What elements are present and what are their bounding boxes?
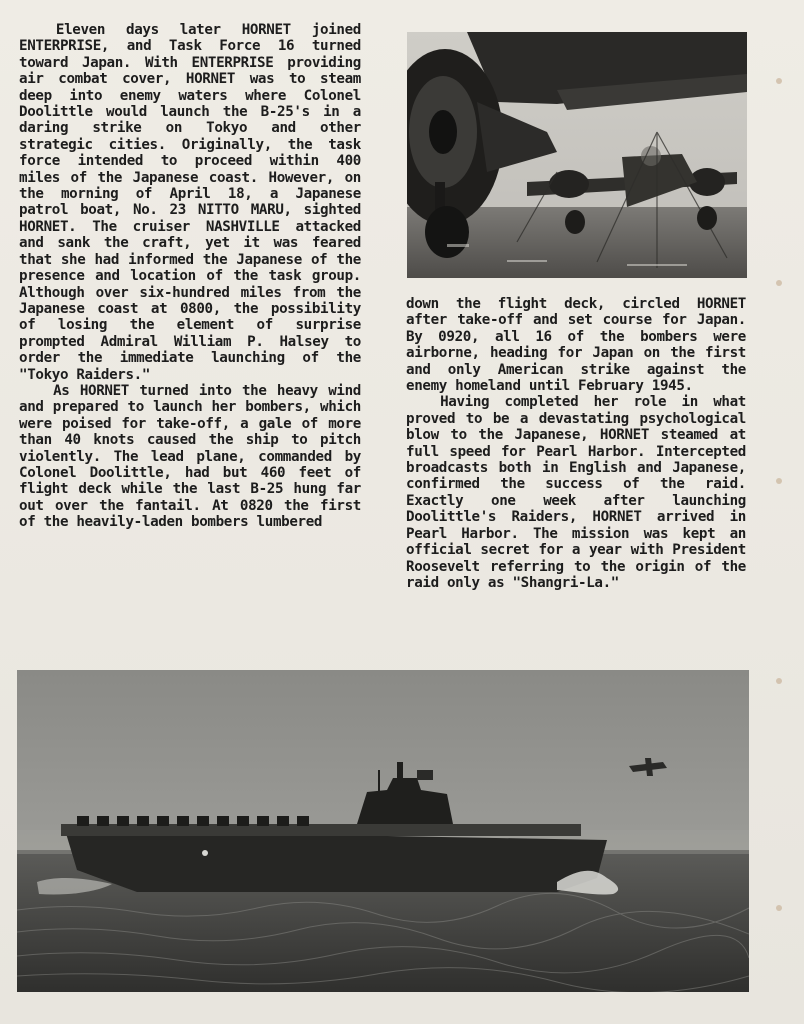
carrier-at-sea-photo xyxy=(17,670,749,992)
paragraph: down the flight deck, circled HORNET after take-off and set course for Japan. By 0920, all 16 of the bombers were airborne, heading for Japan on the first and only American strike against the enemy homeland until February 1945. xyxy=(406,296,746,395)
paragraph: Having completed her role in what proved to be a devastating psychological blow to the Japanese, HORNET steamed at full speed for Pearl Harbor. Intercepted broadcasts both in English and Japanese, confirmed the success of the raid. Exactly one week after launching Doolittle's Raiders, HORNET arrived in Pearl Harbor. The mission was kept an official secret for a year with President Roosevelt referring to the origin of the raid only as "Shangri-La." xyxy=(406,394,746,591)
article-left-column xyxy=(19,22,361,531)
bombers-on-deck-photo xyxy=(407,32,747,278)
page-edge-mark xyxy=(776,678,782,684)
page-edge-mark xyxy=(776,280,782,286)
page-edge-mark xyxy=(776,478,782,484)
paragraph: As HORNET turned into the heavy wind and prepared to launch her bombers, which were poised for take-off, a gale of more than 40 knots caused the ship to pitch violently. The lead plane, commanded by Colonel Doolittle, had but 460 feet of flight deck while the last B-25 hung far out over the fantail. At 0820 the first of the heavily-laden bombers lumbered xyxy=(19,382,361,531)
article-right-column xyxy=(406,296,746,591)
paragraph: Eleven days later HORNET joined ENTERPRISE, and Task Force 16 turned toward Japan. With ENTERPRISE providing air combat cover, HORNET was to steam deep into enemy waters where Colonel Doolittle would launch the B-25's in a daring strike on Tokyo and other strategic cities. Originally, the task force intended to proceed within 400 miles of the Japanese coast. However, on the morning of April 18, a Japanese patrol boat, No. 23 NITTO MARU, sighted HORNET. The cruiser NASHVILLE attacked and sank the craft, yet it was feared that she had informed the Japanese of the presence and location of the task group. Although over six-hundred miles from the Japanese coast at 0800, the possibility of losing the element of surprise prompted Admiral William P. Halsey to order the immediate launching of the "Tokyo Raiders." xyxy=(19,22,361,383)
page-edge-mark xyxy=(776,905,782,911)
page-edge-mark xyxy=(776,78,782,84)
